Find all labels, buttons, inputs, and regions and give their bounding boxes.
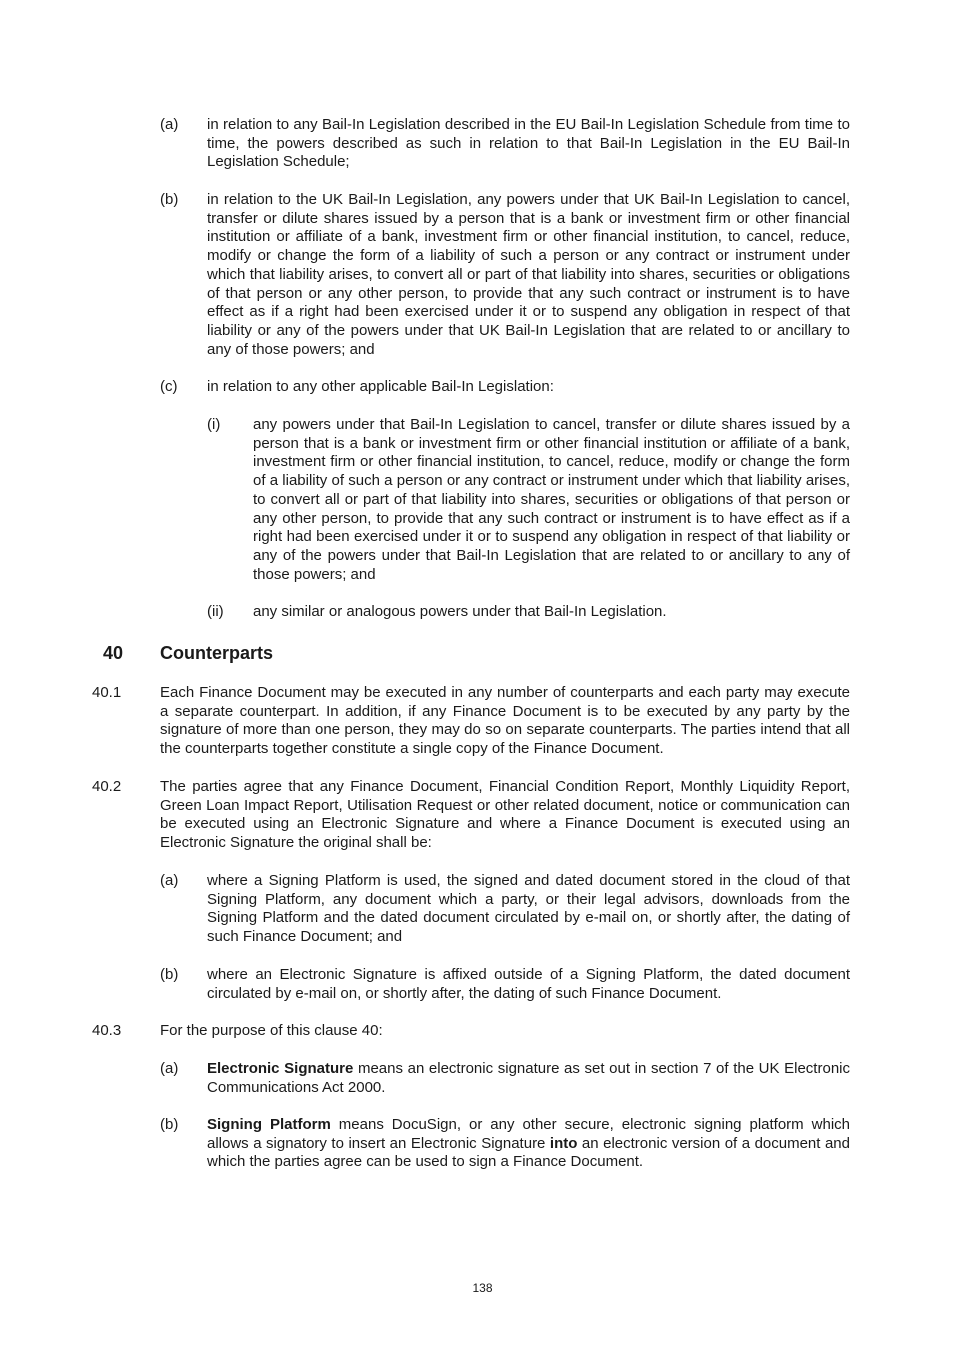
item-label-b: (b) — [160, 191, 179, 208]
clause-number-40-1: 40.1 — [92, 684, 122, 701]
definition-signing-platform-bold: into — [549, 1134, 578, 1152]
definition-signing-platform-part2: an electronic version of a document and which the parties agree can be used to sign a Finance Document. — [207, 1134, 850, 1171]
section-number: 40 — [103, 643, 124, 663]
clause-40-3-text-b — [207, 1116, 850, 1172]
clause-number-40-3: 40.3 — [92, 1022, 122, 1039]
definition-signing-platform-part1: means DocuSign, or any other secure, electronic signing platform which allows a signatory to insert an Electronic Signature — [207, 1116, 850, 1152]
subitem-text-ii: any similar or analogous powers under that Bail-In Legislation. — [253, 603, 667, 620]
item-label-c: (c) — [160, 378, 178, 395]
clause-40-2-label-a: (a) — [160, 872, 179, 889]
clause-text-40-3: For the purpose of this clause 40: — [160, 1022, 383, 1039]
clause-text-40-2: The parties agree that any Finance Document, Financial Condition Report, Monthly Liquidity Report, Green Loan Impact Report, Utilisation Request or other related document, notice or communication can be executed using an Electronic Signature and where a Finance Document is executed using an Electronic Signature the original shall be: — [160, 778, 850, 852]
clause-40-3-label-a: (a) — [160, 1060, 179, 1077]
item-label-a: (a) — [160, 116, 179, 133]
definition-electronic-signature: means an electronic signature as set out in section 7 of the UK Electronic Communications Act 2000. — [207, 1060, 850, 1096]
clause-40-3-label-b: (b) — [160, 1116, 179, 1133]
clause-40-2-label-b: (b) — [160, 966, 179, 983]
clause-40-3-text-a — [207, 1060, 850, 1097]
subitem-label-i: (i) — [207, 416, 221, 433]
clause-40-2-text-a: where a Signing Platform is used, the signed and dated document stored in the cloud of that Signing Platform, any document which a party, or their legal advisors, downloads from the Signing Platform and the dated document circulated by e-mail on, or shortly after, the dating of such Finance Document; and — [207, 872, 850, 946]
page-number: 138 — [472, 1281, 493, 1295]
clause-number-40-2: 40.2 — [92, 778, 122, 795]
item-text-a: in relation to any Bail-In Legislation described in the EU Bail-In Legislation Schedule from time to time, the powers described as such in relation to that Bail-In Legislation in the EU Bail-In Legislation Schedule; — [207, 116, 850, 171]
section-title: Counterparts — [160, 643, 274, 663]
clause-text-40-1: Each Finance Document may be executed in any number of counterparts and each party may execute a separate counterpart. In addition, if any Finance Document is to be executed by any party by the signature of more than one person, they may do so on separate counterparts. The parties intend that all the counterparts together constitute a single copy of the Finance Document. — [160, 684, 850, 758]
item-text-b: in relation to the UK Bail-In Legislation, any powers under that UK Bail-In Legislation to cancel, transfer or dilute shares issued by a person that is a bank or investment firm or other financial institution or affiliate of a bank, investment firm or other financial institution, to cancel, reduce, modify or change the form of a liability of such a person or any contract or instrument under which that liability arises, to convert all or part of that liability into shares, securities or obligations of that person or any other person, to provide that any such contract or instrument is to have effect as if a right had been exercised under it or to suspend any obligation in respect of that liability or any of the powers under that UK Bail-In Legislation that are related to or ancillary to any of those powers; and — [207, 191, 850, 358]
subitem-text-i: any powers under that Bail-In Legislation to cancel, transfer or dilute shares issued by a person that is a bank or investment firm or other financial institution or affiliate of a bank, investment firm or other financial institution, to cancel, reduce, modify or change the form of a liability of such a person or any contract or instrument under which that liability arises, to convert all or part of that liability into shares, securities or obligations of that person or any other person, to provide that any such contract or instrument is to have effect as if a right had been exercised under it or to suspend any obligation in respect of that liability or any of the powers under that Bail-In Legislation that are related to or ancillary to any of those powers; and — [253, 416, 850, 583]
defined-term-signing-platform: Signing Platform — [207, 1116, 331, 1133]
item-text-c: in relation to any other applicable Bail-In Legislation: — [207, 378, 554, 395]
defined-term-electronic-signature: Electronic Signature — [207, 1060, 354, 1077]
clause-40-2-text-b: where an Electronic Signature is affixed outside of a Signing Platform, the dated document circulated by e-mail on, or shortly after, the dating of such Finance Document. — [207, 966, 850, 1002]
subitem-label-ii: (ii) — [207, 603, 224, 620]
